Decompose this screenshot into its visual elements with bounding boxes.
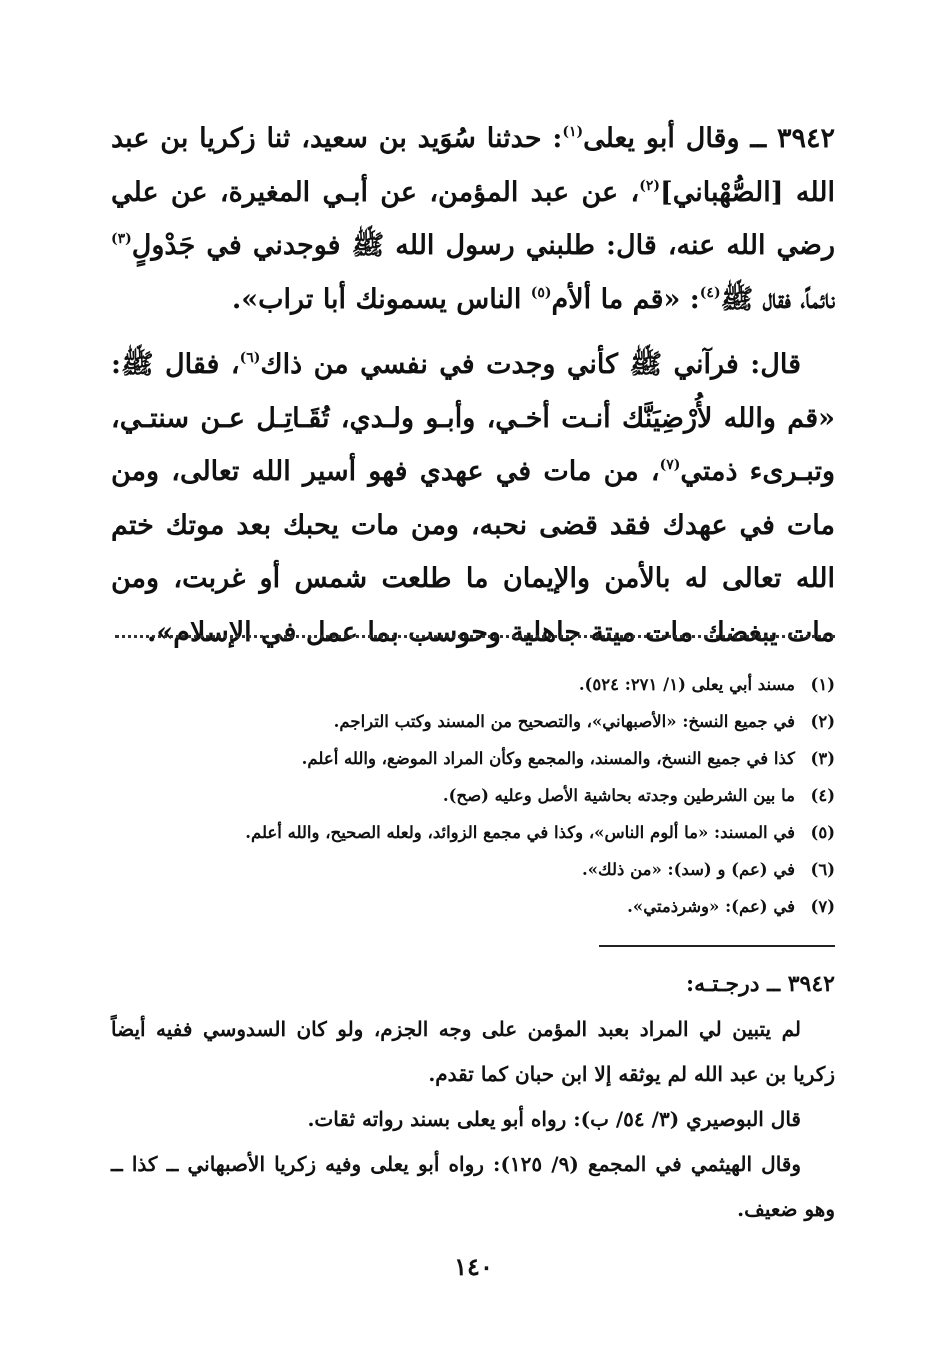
text-run: ، فقال ﷺ: «قم والله لأُرْضِيَنَّك أنـت أخـي، وأبـو ولـدي، تُقَـاتِـل عـن سنتـي، وتبـرىء ذمتي: [111, 349, 835, 487]
footnote-number: (٧): [810, 897, 835, 916]
page-number: ١٤٠: [454, 1252, 493, 1281]
hadith-paragraph-matn: [111, 338, 835, 659]
text-run: الناس يسمونك أبا تراب».: [231, 283, 531, 315]
footnote-marker[interactable]: (٦): [239, 350, 261, 366]
grading-paragraph: لم يتبين لي المراد بعبد المؤمن على وجه الجزم، ولو كان السدوسي ففيه أيضاً زكريا بن عبد الله لم يوثقه إلا ابن حبان كما تقدم.: [111, 1017, 835, 1086]
footnote-text: كذا في جميع النسخ، والمسند، والمجمع وكأن المراد الموضع، والله أعلم.: [301, 749, 795, 768]
footnote: [111, 703, 835, 740]
footnote-text: ما بين الشرطين وجدته بحاشية الأصل وعليه (صح).: [442, 786, 795, 805]
section-rule: [599, 945, 835, 947]
footnote-text: في (عم) و (سد): «من ذلك».: [581, 860, 795, 879]
footnote-number: (٣): [810, 749, 835, 768]
footnote: [111, 666, 835, 703]
footnote-marker[interactable]: (٥): [530, 284, 552, 301]
text-run: ، من مات في عهدي فهو أسير الله تعالى، ومن مات في عهدك فقد قضى نحبه، ومن مات يحبك بعد موتك ختم الله تعالى له بالأمن والإيمان ما طلعت شمس أو غربت، ومن مات يبغضك مات ميتة جاهلية وحوسب بما عمل في الإسلام».: [111, 456, 835, 648]
footnote-marker[interactable]: (١): [562, 124, 584, 140]
text-run: نائماً، فقال ﷺ: [720, 283, 835, 315]
footnote-text: مسند أبي يعلى (١/ ٢٧١: ٥٢٤).: [578, 675, 795, 694]
footnote-number: (٢): [810, 712, 835, 731]
footnotes-list: [111, 666, 835, 925]
footnote-marker[interactable]: (٤): [699, 284, 721, 301]
footnote: [111, 740, 835, 777]
footnote-marker[interactable]: (٢): [639, 177, 660, 194]
text-run: قال: فرآني ﷺ كأني وجدت في نفسي من ذاك: [260, 349, 801, 380]
grading-paragraph: قال البوصيري (٣/ ٥٤/ ب): رواه أبو يعلى بسند رواته ثقات.: [307, 1107, 801, 1131]
grading-section: [111, 962, 835, 1232]
grading-paragraph: وقال الهيثمي في المجمع (٩/ ١٢٥): رواه أبو يعلى وفيه زكريا الأصبهاني ــ كذا ــ وهو ضعيف.: [111, 1152, 835, 1221]
footnote-text: في (عم): «وشرذمتي».: [627, 897, 795, 916]
text-run: : «قم ما ألأم: [551, 283, 700, 315]
footnote-number: (٥): [810, 823, 835, 842]
footnote-number: (٦): [810, 860, 835, 879]
footnote-text: في المسند: «ما ألوم الناس»، وكذا في مجمع الزوائد، ولعله الصحيح، والله أعلم.: [245, 823, 795, 842]
hadith-paragraph-isnad: [111, 112, 835, 326]
text-run: ٣٩٤٢ ــ وقال أبو يعلى: [583, 123, 835, 154]
footnote: [111, 851, 835, 888]
footnote: [111, 777, 835, 814]
footnote-separator: [115, 635, 835, 638]
footnote-number: (٤): [810, 786, 835, 805]
footnote-number: (١): [810, 675, 835, 694]
grading-heading: ٣٩٤٢ ــ درجـتـه:: [686, 971, 835, 997]
footnote-marker[interactable]: (٣): [111, 231, 132, 247]
text-run: : حدثنا سُوَيد بن سعيد، ثنا زكريا بن عبد الله [الصُّهْباني]: [111, 123, 835, 208]
footnote: [111, 888, 835, 925]
text-run: ، عن عبد المؤمن، عن أبـي المغيرة، عن علي رضي الله عنه، قال: طلبني رسول الله ﷺ فوجدني في جَدْولٍ: [111, 176, 835, 261]
hadith-text: [111, 112, 835, 659]
footnote-marker[interactable]: (٧): [659, 457, 681, 473]
footnote-text: في جميع النسخ: «الأصبهاني»، والتصحيح من المسند وكتب التراجم.: [333, 712, 795, 731]
footnote: [111, 814, 835, 851]
